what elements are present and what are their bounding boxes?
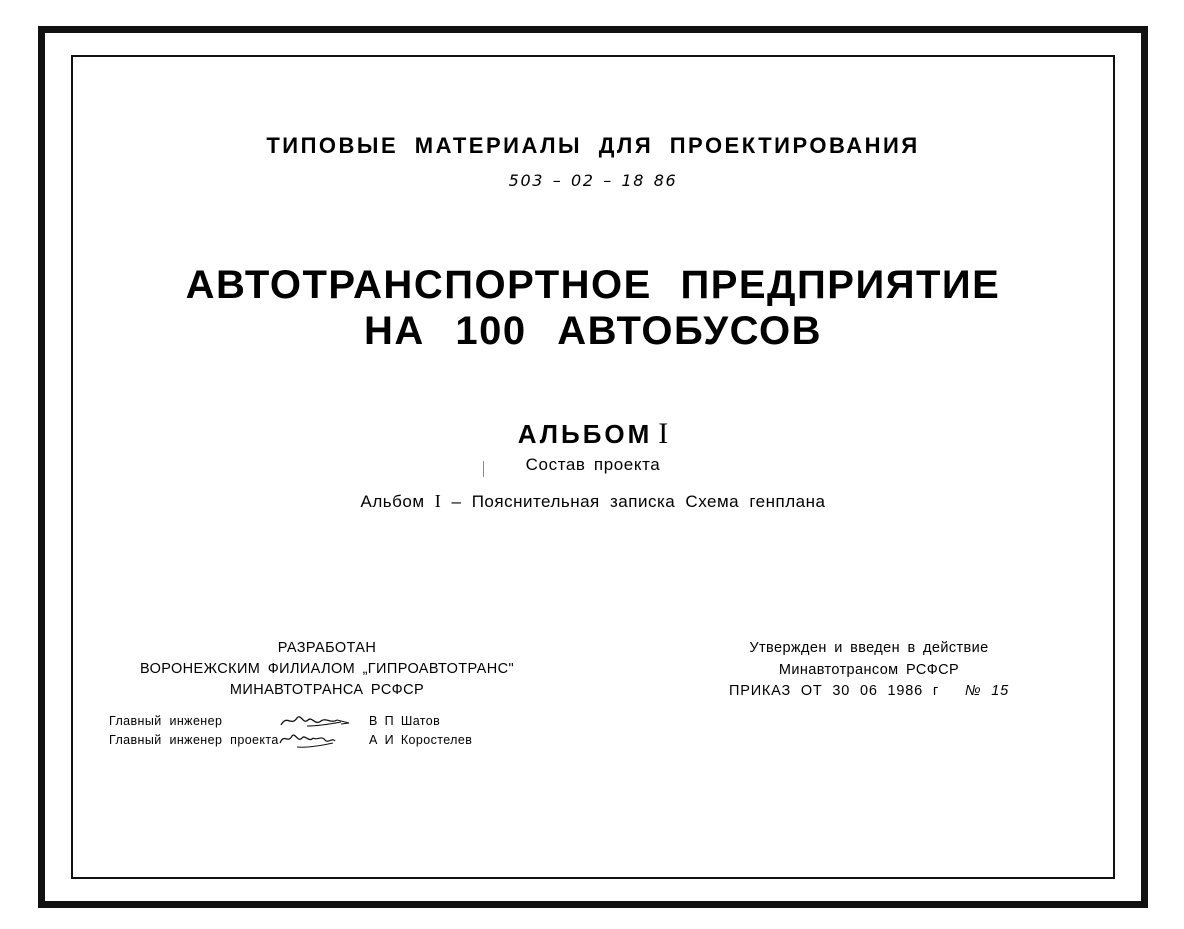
document-kind-heading: ТИПОВЫЕ МАТЕРИАЛЫ ДЛЯ ПРОЕКТИРОВАНИЯ	[266, 133, 920, 158]
signature-role: Главный инженер проекта	[109, 732, 279, 747]
approval-order-number: № 15	[964, 683, 1009, 700]
main-title-line-2: НА 100 АВТОБУСОВ	[363, 309, 823, 354]
signature-name: А И Коростелев	[369, 732, 473, 747]
pencil-tick-mark	[483, 461, 484, 477]
footer-block	[107, 638, 1079, 749]
developer-line-1: РАЗРАБОТАН	[277, 639, 377, 656]
signature-row	[109, 711, 547, 730]
album-block	[107, 417, 1079, 512]
approval-line-1: Утвержден и введен в действие	[749, 639, 989, 656]
album-contents-line	[107, 491, 1079, 512]
approval-line-3	[659, 681, 1079, 703]
signature-role: Главный инженер	[109, 713, 223, 728]
sheet-outer-border	[38, 26, 1148, 908]
developer-line-3: МИНАВТОТРАНСА РСФСР	[229, 681, 425, 698]
handwritten-signature-icon	[277, 731, 361, 749]
signature-rows	[107, 711, 547, 749]
signature-row	[109, 730, 547, 749]
approval-order-text: ПРИКАЗ ОТ 30 06 1986 г	[729, 683, 939, 700]
document-code: 503 – 02 – 18 86	[508, 171, 678, 190]
signature-name: В П Шатов	[369, 713, 441, 728]
album-contents-number: I	[434, 490, 442, 511]
sheet-inner-border	[71, 55, 1115, 879]
approval-line-2: Минавтотрансом РСФСР	[778, 661, 960, 678]
album-subtitle: Состав проекта	[525, 454, 661, 474]
album-contents-prefix: Альбом	[360, 491, 425, 511]
album-number: I	[658, 416, 669, 450]
handwritten-signature-icon	[277, 712, 361, 730]
main-title-line-1: АВТОТРАНСПОРТНОЕ ПРЕДПРИЯТИЕ	[185, 263, 1001, 307]
developer-line-2: ВОРОНЕЖСКИМ ФИЛИАЛОМ „ГИПРОАВТОТРАНС"	[139, 660, 514, 677]
approval-block	[659, 638, 1079, 703]
developer-block	[107, 638, 547, 749]
main-title	[107, 262, 1079, 355]
title-sheet-content	[73, 57, 1113, 877]
album-heading	[107, 417, 1079, 451]
album-label: АЛЬБОМ	[517, 418, 653, 449]
album-contents-text: – Пояснительная записка Схема генплана	[451, 491, 826, 511]
